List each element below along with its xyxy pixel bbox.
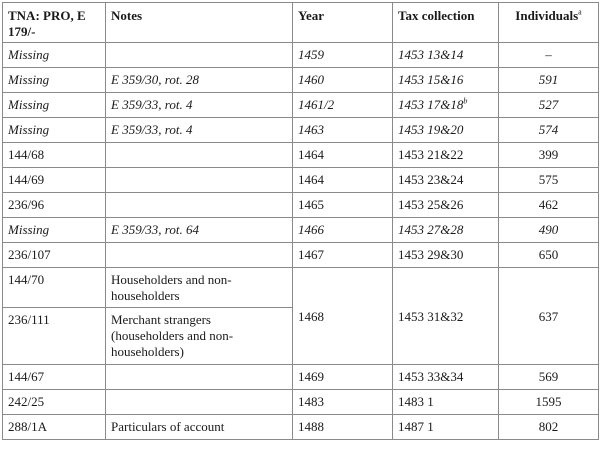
cell-year: 1463: [293, 118, 393, 143]
cell-year: 1466: [293, 218, 393, 243]
table-row: [3, 143, 599, 168]
cell-tax: 1453 25&26: [393, 193, 499, 218]
cell-notes: E 359/33, rot. 64: [106, 218, 293, 243]
cell-ref: 144/68: [3, 143, 106, 168]
cell-ref: 242/25: [3, 390, 106, 415]
cell-year: 1464: [293, 168, 393, 193]
table-row: [3, 415, 599, 440]
cell-notes: E 359/33, rot. 4: [106, 118, 293, 143]
cell-year: 1467: [293, 243, 393, 268]
cell-individuals: 802: [499, 415, 599, 440]
cell-ref: 144/69: [3, 168, 106, 193]
table-row: [3, 68, 599, 93]
header-ref: TNA: PRO, E 179/-: [3, 3, 106, 43]
cell-individuals: 591: [499, 68, 599, 93]
header-individuals: Individuals$^a$: [499, 3, 599, 43]
cell-tax: 1487 1: [393, 415, 499, 440]
cell-tax: 1453 19&20: [393, 118, 499, 143]
cell-individuals: 574: [499, 118, 599, 143]
cell-tax: 1453 29&30: [393, 243, 499, 268]
cell-notes: Merchant strangers (householders and non-householders): [106, 308, 293, 365]
cell-notes: [106, 168, 293, 193]
footnote-marker: b: [463, 96, 468, 106]
cell-notes: [106, 243, 293, 268]
table-row: [3, 365, 599, 390]
header-notes: Notes: [106, 3, 293, 43]
header-tax-collection: Tax collection: [393, 3, 499, 43]
table-row: [3, 193, 599, 218]
cell-notes: E 359/30, rot. 28: [106, 68, 293, 93]
cell-individuals: 462: [499, 193, 599, 218]
table-row: [3, 243, 599, 268]
cell-notes: [106, 143, 293, 168]
table-row: [3, 390, 599, 415]
cell-ref: Missing: [3, 93, 106, 118]
table-row: [3, 43, 599, 68]
table-row: [3, 218, 599, 243]
cell-year: 1464: [293, 143, 393, 168]
cell-notes: [106, 365, 293, 390]
cell-individuals: 490: [499, 218, 599, 243]
cell-tax: 1453 15&16: [393, 68, 499, 93]
cell-tax: 1453 33&34: [393, 365, 499, 390]
cell-ref: Missing: [3, 68, 106, 93]
cell-notes: E 359/33, rot. 4: [106, 93, 293, 118]
cell-ref: 144/67: [3, 365, 106, 390]
cell-ref: 236/107: [3, 243, 106, 268]
cell-year: 1459: [293, 43, 393, 68]
cell-year: 1461/2: [293, 93, 393, 118]
cell-ref: 236/96: [3, 193, 106, 218]
cell-ref: 144/70: [3, 268, 106, 308]
table-row: [3, 93, 599, 118]
cell-individuals: 1595: [499, 390, 599, 415]
cell-tax: 1453 17&18$^b$: [393, 93, 499, 118]
cell-individuals: 527: [499, 93, 599, 118]
cell-tax: 1453 13&14: [393, 43, 499, 68]
cell-year: 1460: [293, 68, 393, 93]
footnote-marker: a: [578, 7, 582, 17]
cell-individuals: –: [499, 43, 599, 68]
cell-year: 1469: [293, 365, 393, 390]
cell-individuals: 637: [499, 268, 599, 365]
cell-year: 1483: [293, 390, 393, 415]
cell-tax: 1453 27&28: [393, 218, 499, 243]
cell-notes: [106, 193, 293, 218]
cell-ref: Missing: [3, 43, 106, 68]
cell-tax: 1453 31&32: [393, 268, 499, 365]
cell-individuals: 575: [499, 168, 599, 193]
tax-records-table: [2, 2, 599, 440]
cell-tax: 1453 21&22: [393, 143, 499, 168]
header-row: [3, 3, 599, 43]
cell-ref: 288/1A: [3, 415, 106, 440]
cell-year: 1488: [293, 415, 393, 440]
cell-year: 1465: [293, 193, 393, 218]
cell-individuals: 399: [499, 143, 599, 168]
cell-tax: 1453 23&24: [393, 168, 499, 193]
cell-individuals: 569: [499, 365, 599, 390]
table-row: [3, 118, 599, 143]
cell-ref: 236/111: [3, 308, 106, 365]
header-year: Year: [293, 3, 393, 43]
cell-year: 1468: [293, 268, 393, 365]
cell-notes: [106, 390, 293, 415]
cell-ref: Missing: [3, 118, 106, 143]
cell-notes: [106, 43, 293, 68]
cell-notes: Householders and non-householders: [106, 268, 293, 308]
table-row: [3, 168, 599, 193]
cell-ref: Missing: [3, 218, 106, 243]
cell-notes: Particulars of account: [106, 415, 293, 440]
cell-individuals: 650: [499, 243, 599, 268]
cell-tax: 1483 1: [393, 390, 499, 415]
table-row: [3, 268, 599, 308]
